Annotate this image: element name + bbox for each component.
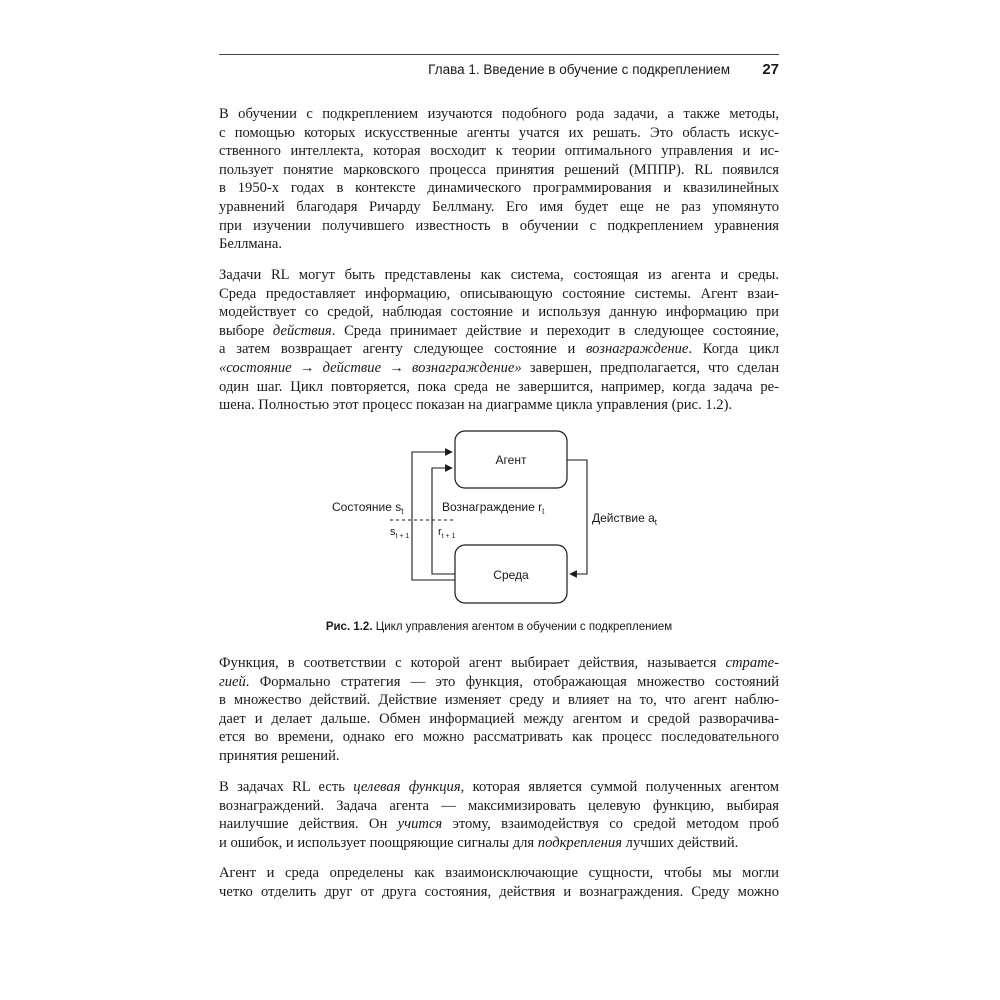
text-run: . Формально стратегия — это функция, отображающая множество состояний xyxy=(245,673,779,690)
next-state-subscript: t + 1 xyxy=(395,533,410,540)
text-line: с помощью которых искусственные агенты учатся их решать. Это область искус- xyxy=(219,124,779,141)
text-line: ется во времени, однако его можно рассматривать как процесс последовательного xyxy=(219,729,779,746)
text-line xyxy=(219,359,779,378)
text-line xyxy=(219,834,779,853)
text-run: . Среда принимает действие и переходит в следующее состояние, xyxy=(331,322,780,339)
text-line: модействует со средой, наблюдая состояние и используя данную информацию при xyxy=(219,304,779,321)
text-line: Беллмана. xyxy=(219,236,282,253)
text-line: В обучении с подкреплением изучаются подобного рода задачи, а также методы, xyxy=(219,106,779,122)
next-state-label xyxy=(390,526,409,540)
reward-subscript: t xyxy=(542,507,545,516)
term-cycle: «состояние → действие → вознаграждение» xyxy=(219,359,522,376)
chapter-title: Глава 1. Введение в обучение с подкреплением xyxy=(428,62,730,77)
text-line: принятия решений. xyxy=(219,747,340,764)
state-label-text: Состояние s xyxy=(332,500,402,514)
next-reward-subscript: t + 1 xyxy=(441,533,456,540)
term-policy-end: гией xyxy=(219,673,246,690)
text-run: и ошибок, и использует поощряющие сигналы для xyxy=(219,834,538,851)
page-number: 27 xyxy=(762,61,779,78)
running-header xyxy=(219,54,779,83)
next-reward-text: r xyxy=(438,526,442,538)
text-line: в 1950-х годах в контексте динамического программирования и квазилинейных xyxy=(219,180,779,197)
paragraph-4 xyxy=(219,778,779,852)
text-line: в множество действий. Действие изменяет среду и влияет на то, что агент наблю- xyxy=(219,692,779,709)
text-line: ственного интеллекта, которая восходит к теории оптимального управления и ис- xyxy=(219,143,779,160)
reward-arrow xyxy=(432,468,455,574)
paragraph-3 xyxy=(219,654,779,766)
text-run: Функция, в соответствии с которой агент выбирает действия, называется xyxy=(219,655,726,671)
term-learns: учится xyxy=(397,816,443,833)
text-run: В задачах RL есть xyxy=(219,779,354,795)
environment-label: Среда xyxy=(493,568,529,582)
term-objective: целевая функция xyxy=(353,779,461,795)
text-line xyxy=(219,778,779,797)
text-line: шена. Полностью этот процесс показан на диаграмме цикла управления (рис. 1.2). xyxy=(219,397,733,414)
state-label xyxy=(332,500,404,516)
text-run: выборе xyxy=(219,322,273,339)
text-line xyxy=(219,340,779,359)
text-line: дает и делает дальше. Обмен информацией между агентом и средой разворачива- xyxy=(219,710,779,727)
paragraph-1 xyxy=(219,105,779,254)
state-arrow xyxy=(412,452,455,580)
text-run: . Когда цикл xyxy=(688,341,779,358)
action-subscript: t xyxy=(654,518,657,527)
text-line: Среда предоставляет информацию, описывающую состояние системы. Агент взаи- xyxy=(219,285,779,302)
text-line: один шаг. Цикл повторяется, пока среда не завершится, например, когда задача ре- xyxy=(219,378,779,395)
next-reward-label xyxy=(438,526,456,540)
figure-number: Рис. 1.2. xyxy=(325,621,373,633)
text-line xyxy=(219,322,779,341)
action-label-text: Действие a xyxy=(592,511,655,525)
figure-caption xyxy=(219,621,779,633)
text-line: Агент и среда определены как взаимоисключающие сущности, чтобы мы могли xyxy=(219,865,779,881)
paragraph-2 xyxy=(219,266,779,415)
text-run: завершен, предполагается, что сделан xyxy=(521,359,779,376)
text-run: лучших действий. xyxy=(622,834,739,851)
next-state-text: s xyxy=(390,526,396,538)
text-line xyxy=(219,673,779,692)
text-line: вознаграждений. Задача агента — максимизировать целевую функцию, выбирая xyxy=(219,797,779,814)
text-run: этому, взаимодействуя со средой методом проб xyxy=(442,816,779,833)
term-reinforcement: подкрепления xyxy=(537,834,623,851)
term-reward: вознаграждение xyxy=(586,341,689,358)
action-label xyxy=(592,511,658,527)
control-loop-diagram xyxy=(320,422,700,617)
text-line: пользует понятие марковского процесса принятия решений (МППР). RL появился xyxy=(219,161,779,178)
state-subscript: t xyxy=(401,507,404,516)
paragraph-5 xyxy=(219,864,779,901)
text-line: Задачи RL могут быть представлены как система, состоящая из агента и среды. xyxy=(219,267,779,283)
diagram-svg xyxy=(320,422,700,612)
text-line: уравнений благодаря Ричарду Беллману. Его имя будет еще не раз упомянуто xyxy=(219,198,779,215)
term-action: действия xyxy=(272,322,332,339)
text-run: наилучшие действия. Он xyxy=(219,816,398,833)
action-arrow xyxy=(567,460,587,574)
text-line xyxy=(219,654,779,673)
text-line xyxy=(219,815,779,834)
text-run: , которая является суммой полученных агентом xyxy=(460,779,779,795)
reward-label xyxy=(442,500,545,516)
text-line: при изучении получившего известность в обучении с подкреплением уравнения xyxy=(219,217,779,234)
caption-text: Цикл управления агентом в обучении с подкреплением xyxy=(372,621,673,633)
term-policy: страте- xyxy=(725,655,779,671)
text-line: четко отделить друг от друга состояния, действия и вознаграждения. Среду можно xyxy=(219,883,779,900)
text-run: а затем возвращает агенту следующее состояние и xyxy=(219,341,587,358)
agent-label: Агент xyxy=(495,453,527,467)
reward-label-text: Вознаграждение r xyxy=(442,500,543,514)
